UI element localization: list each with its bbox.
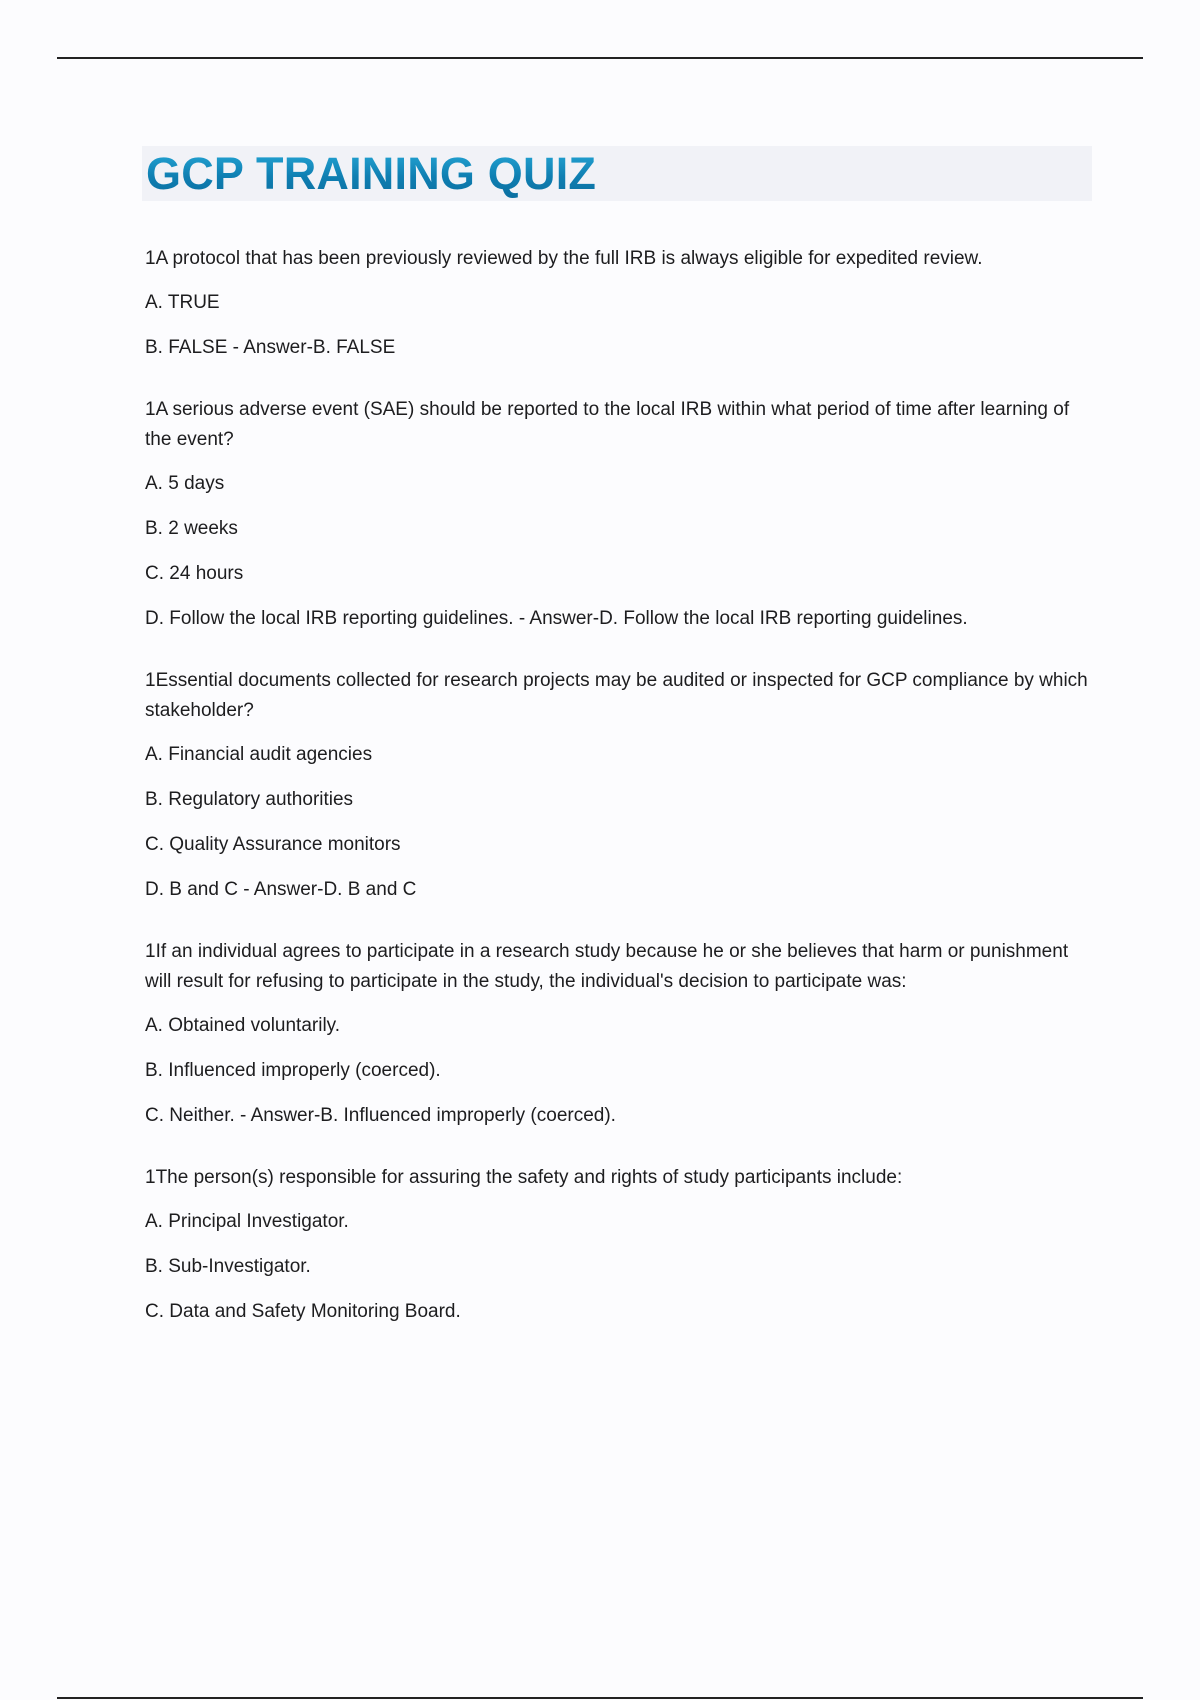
question-text: 1If an individual agrees to participate in a research study because he or she believes that harm or punishment will result for refusing to participate in the study, the individual's decision to participate was:: [145, 941, 1069, 992]
answer-option: D. B and C - Answer-D. B and C: [145, 879, 417, 900]
answer-option: A. Obtained voluntarily.: [145, 1015, 341, 1036]
answer-option: A. 5 days: [145, 473, 225, 494]
answer-option: C. Quality Assurance monitors: [145, 834, 401, 855]
answer-option: C. 24 hours: [145, 563, 244, 584]
answer-option: D. Follow the local IRB reporting guidelines. - Answer-D. Follow the local IRB reporting guidelines.: [145, 608, 968, 629]
question-text: 1A protocol that has been previously reviewed by the full IRB is always eligible for expedited review.: [145, 248, 983, 269]
answer-option: B. Regulatory authorities: [145, 789, 354, 810]
answer-option: A. Financial audit agencies: [145, 744, 373, 765]
question-block: [145, 666, 1095, 905]
question-text: 1A serious adverse event (SAE) should be reported to the local IRB within what period of time after learning of the event?: [145, 399, 1070, 450]
question-block: [145, 395, 1095, 634]
question-text: 1The person(s) responsible for assuring the safety and rights of study participants include:: [145, 1167, 903, 1188]
answer-option: C. Neither. - Answer-B. Influenced improperly (coerced).: [145, 1105, 616, 1126]
quiz-content: [145, 244, 1095, 1359]
answer-option: B. FALSE - Answer-B. FALSE: [145, 337, 396, 358]
question-block: [145, 1163, 1095, 1327]
answer-option: B. Influenced improperly (coerced).: [145, 1060, 441, 1081]
answer-option: C. Data and Safety Monitoring Board.: [145, 1301, 461, 1322]
answer-option: A. TRUE: [145, 292, 220, 313]
question-text: 1Essential documents collected for research projects may be audited or inspected for GCP compliance by which stakeholder?: [145, 670, 1088, 721]
answer-option: B. 2 weeks: [145, 518, 238, 539]
header-rule: [57, 57, 1143, 59]
answer-option: B. Sub-Investigator.: [145, 1256, 311, 1277]
footer-rule: [57, 1697, 1143, 1699]
document-title: GCP TRAINING QUIZ: [146, 148, 597, 199]
question-block: [145, 937, 1095, 1131]
answer-option: A. Principal Investigator.: [145, 1211, 349, 1232]
question-block: [145, 244, 1095, 363]
